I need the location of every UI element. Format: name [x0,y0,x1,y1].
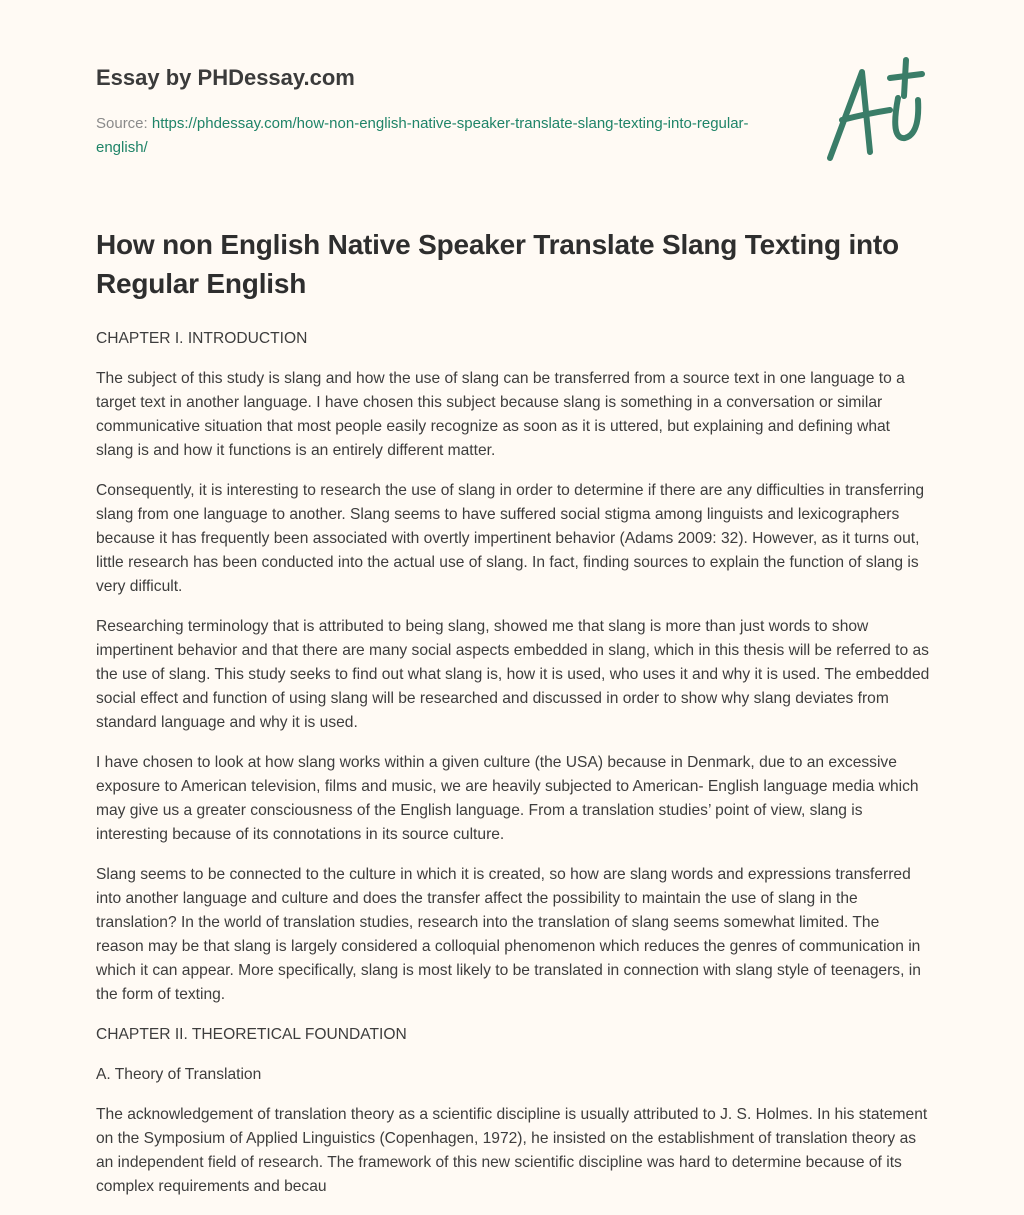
chapter-heading: CHAPTER II. THEORETICAL FOUNDATION [96,1026,407,1043]
paragraph: Researching terminology that is attributed to being slang, showed me that slang is more than just words to show impertinent behavior and that there are many social aspects embedded in slang, which in this thesis will be referred to as the use of slang. This study seeks to find out what slang is, how it is used, who uses it and why it is used. The embedded social effect and function of using slang will be researched and discussed in order to show why slang deviates from standard language and why it is used. [96,618,930,731]
section-heading: A. Theory of Translation [96,1066,262,1083]
paragraph: I have chosen to look at how slang works within a given culture (the USA) because in Denmark, due to an excessive exposure to American television, films and music, we are heavily subjected to American- English language media which may give us a greater consciousness of the English language. From a translation studies’ point of view, slang is interesting because of its connotations in its source culture. [96,754,919,843]
paragraph: The acknowledgement of translation theory as a scientific discipline is usually attributed to J. S. Holmes. In his statement on the Symposium of Applied Linguistics (Copenhagen, 1972), he insisted on the establishment of translation theory as an independent field of research. The framework of this new scientific discipline was hard to determine because of its complex requirements and becau [96,1106,928,1195]
source-line [96,112,776,160]
source-label: Source: [96,115,152,132]
site-header [96,64,796,160]
a-plus-logo-icon [820,40,930,165]
source-link[interactable]: https://phdessay.com/how-non-english-native-speaker-translate-slang-texting-into-regular-english/ [96,115,749,156]
brand-title: Essay by PHDessay.com [96,65,355,90]
paragraph: Consequently, it is interesting to research the use of slang in order to determine if there are any difficulties in transferring slang from one language to another. Slang seems to have suffered social stigma among linguists and lexicographers because it has frequently been associated with overtly impertinent behavior (Adams 2009: 32). However, as it turns out, little research has been conducted into the actual use of slang. In fact, finding sources to explain the function of slang is very difficult. [96,482,925,595]
chapter-heading: CHAPTER I. INTRODUCTION [96,330,308,347]
article [96,225,930,1215]
article-title: How non English Native Speaker Translate Slang Texting into Regular English [96,229,899,299]
paragraph: Slang seems to be connected to the culture in which it is created, so how are slang words and expressions transferred into another language and culture and does the transfer affect the possibility to maintain the use of slang in the translation? In the world of translation studies, research into the translation of slang seems somewhat limited. The reason may be that slang is largely considered a colloquial phenomenon which reduces the genres of communication in which it can appear. More specifically, slang is most likely to be translated in connection with slang style of teenagers, in the form of texting. [96,866,921,1003]
paragraph: The subject of this study is slang and how the use of slang can be transferred from a source text in one language to a target text in another language. I have chosen this subject because slang is something in a conversation or similar communicative situation that most people easily recognize as soon as it is uttered, but explaining and defining what slang is and how it functions is an entirely different matter. [96,370,905,459]
